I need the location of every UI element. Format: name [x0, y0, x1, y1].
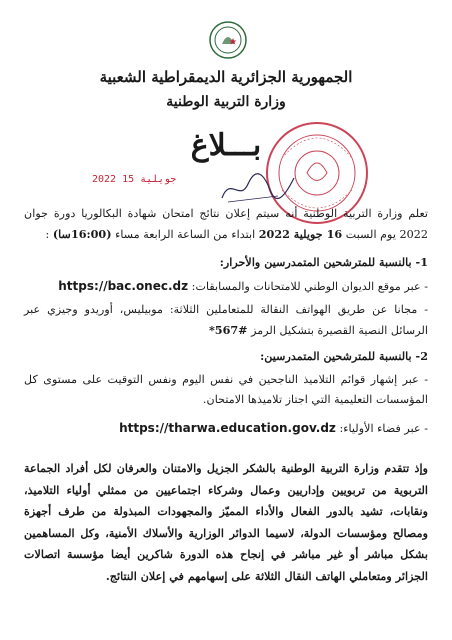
section1-item-1-text: - عبر موقع الديوان الوطني للامتحانات والمسابقات:: [191, 280, 428, 293]
section2-item-2: [24, 418, 428, 439]
ministry-heading: وزارة التربية الوطنية: [166, 94, 286, 110]
section2-item-2-text: - عبر فضاء الأولياء:: [339, 422, 428, 435]
tharwa-link[interactable]: https://tharwa.education.gov.dz: [119, 421, 336, 435]
section2-heading: 2- بالنسبة للمترشحين المتمدرسين:: [260, 349, 428, 363]
intro-lead: تعلم وزارة التربية الوطنية أنه سيتم إعلان نتائج امتحان شهادة البكالوريا دورة جوان 2022 يوم السبت: [24, 207, 428, 241]
section1-heading: 1- بالنسبة للمترشحين المتمدرسين والأحرار:: [219, 255, 428, 269]
page-title: بـــلاغ: [190, 128, 262, 163]
republic-heading: الجمهورية الجزائرية الديمقراطية الشعبية: [99, 68, 353, 86]
section1-item-1: [24, 276, 428, 297]
bac-onec-link[interactable]: https://bac.onec.dz: [58, 279, 189, 293]
intro-date: 16 جويلية 2022: [258, 227, 343, 241]
intro-paragraph: [24, 204, 428, 245]
sms-code: *567#: [208, 323, 248, 337]
intro-tail: ابتداء من الساعة الرابعة مساء: [115, 228, 256, 241]
intro-time: (16:00سا): [52, 227, 112, 241]
signature: [218, 168, 298, 208]
section1-item-2: [24, 300, 428, 341]
closing-paragraph: وإذ تتقدم وزارة التربية الوطنية بالشكر الجزيل والامتنان والعرفان لكل أفراد الجماعة التربوية من تربويين وإداريين وعمال وشركاء اجتماعيين من ممثلي أولياء التلاميذ، ونقابات، تشيد بالدور الفعال والأداء المميّز والمجهودات المبذولة من طرف أجهزة ومصالح ومؤسسات الدولة، لاسيما الدوائر الوزارية والأسلاك الأمنية، وكل المساهمين بشكل مباشر أو غير مباشر في إنجاح هذه الدورة شاكرين أيضا مؤسسة اتصالات الجزائر ومتعاملي الهاتف النقال الثلاثة على إسهامهم في إعلان النتائج.: [24, 461, 428, 583]
section1-item-2-text: - مجانا عن طريق الهواتف النقالة للمتعاملين الثلاثة: موبيليس، أوريدو وجيزي عبر الرسائل النصية القصيرة بتشكيل الرمز: [24, 303, 428, 337]
section2-item-1: - عبر إشهار قوائم التلاميذ الناجحين في نفس اليوم ونفس التوقيت على مستوى كل المؤسسات التعليمية التي اجتاز تلاميذها الامتحان.: [24, 373, 428, 406]
date-stamp: 2022 جويلية 15: [92, 174, 177, 185]
intro-end: :: [45, 228, 50, 241]
algeria-emblem-icon: [208, 20, 248, 60]
